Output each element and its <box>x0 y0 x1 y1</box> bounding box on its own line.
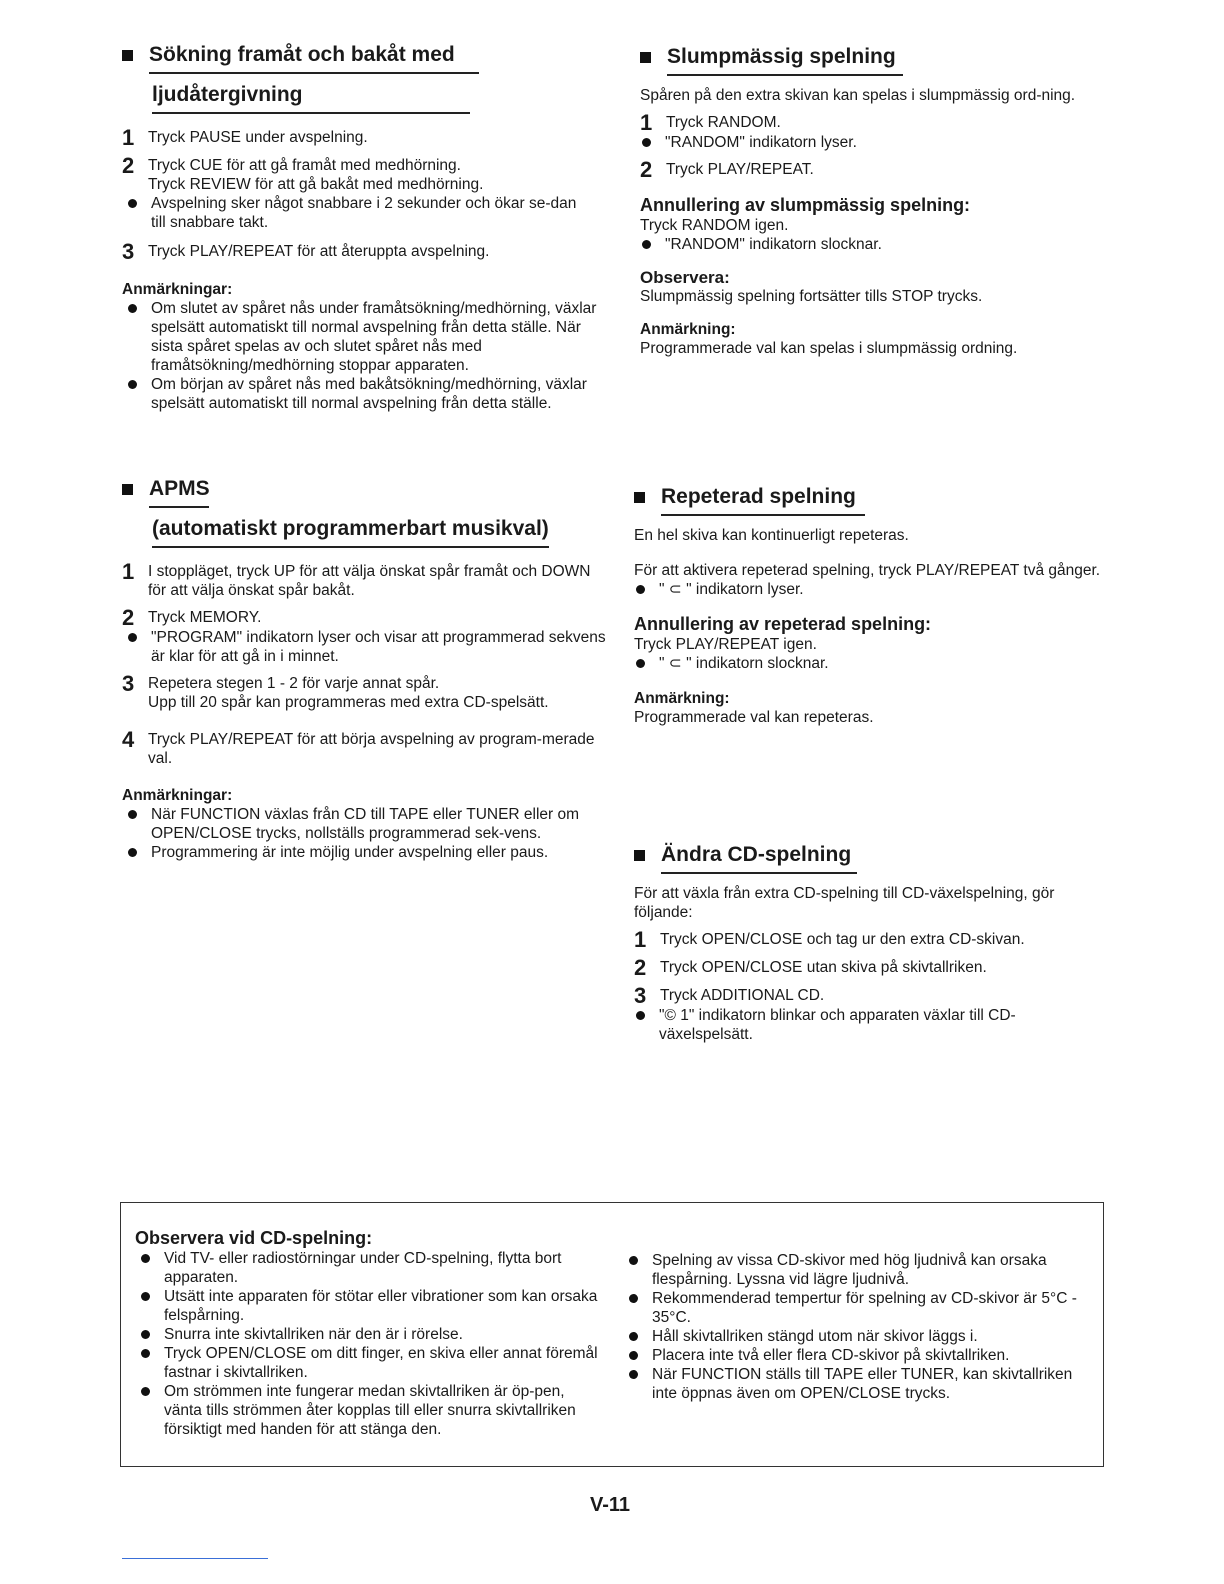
bullet-icon <box>128 633 137 642</box>
list-item: Programmering är inte möjlig under avspelning eller paus. <box>122 843 612 862</box>
subheading: Observera: <box>640 268 730 287</box>
subheading: Anmärkning: <box>634 690 730 707</box>
step-1: 1 Tryck OPEN/CLOSE och tag ur den extra CD-skivan. <box>634 927 1025 952</box>
square-bullet-icon <box>122 484 133 495</box>
bullet-icon <box>629 1351 638 1360</box>
section-title-line1: APMS <box>149 476 209 508</box>
bullet-icon <box>636 1011 645 1020</box>
notes-title: Anmärkningar: <box>122 281 233 298</box>
bullet-icon <box>128 199 137 208</box>
list-item: Rekommenderad tempertur för spelning av CD-skivor är 5°C - 35°C. <box>623 1289 1093 1327</box>
step-4: 4 Tryck PLAY/REPEAT för att börja avspelning av program-merade val. <box>122 727 595 767</box>
list-item: Vid TV- eller radiostörningar under CD-spelning, flytta bort apparaten. <box>135 1249 605 1287</box>
section-title: Slumpmässig spelning <box>640 44 1110 76</box>
section-title: Repeterad spelning <box>634 484 1110 516</box>
step-2: 2 Tryck MEMORY. <box>122 605 262 630</box>
list-item: Placera inte två eller flera CD-skivor på skivtallriken. <box>623 1346 1093 1365</box>
bullet-icon <box>128 380 137 389</box>
section-title <box>122 42 612 74</box>
section-title: Ändra CD-spelning <box>634 842 1110 874</box>
list-item: Om slutet av spåret nås under framåtsökning/medhörning, växlar spelsätt automatiskt till normal avspelning från detta ställe. När sista spåret spelas av och slutet spåret nås med framåtsökning/medhörning stoppar apparaten. <box>122 299 612 375</box>
step-2: 2 Tryck OPEN/CLOSE utan skiva på skivtallriken. <box>634 955 987 980</box>
intro-text: Spåren på den extra skivan kan spelas i slumpmässig ord-ning. <box>640 87 1076 104</box>
section-change: Ändra CD-spelning För att växla från extra CD-spelning till CD-växelspelning, gör följande: 1 Tryck OPEN/CLOSE och tag ur den extra CD-skivan. 2 Tryck OPEN/CLOSE utan skiva på skivtallriken. 3 Tryck ADDITIONAL CD. "© 1" indikatorn blinkar och apparaten växlar till CD-växelspelsätt. <box>634 842 1110 1044</box>
bullet-icon <box>128 810 137 819</box>
square-bullet-icon <box>634 850 645 861</box>
section-search <box>122 42 612 413</box>
section-title-line2: (automatiskt programmerbart musikval) <box>152 516 549 548</box>
section-title-line1: Sökning framåt och bakåt med <box>149 42 479 74</box>
step-2: 2 Tryck CUE för att gå framåt med medhörning. Tryck REVIEW för att gå bakåt med medhörning. <box>122 153 484 193</box>
list-item: Om början av spåret nås med bakåtsökning/medhörning, växlar spelsätt automatiskt till normal avspelning från detta ställe. <box>122 375 612 413</box>
list-item: Utsätt inte apparaten för stötar eller vibrationer som kan orsaka felspårning. <box>135 1287 605 1325</box>
bullet-icon <box>636 585 645 594</box>
list-item: När FUNCTION växlas från CD till TAPE eller TUNER eller om OPEN/CLOSE trycks, nollställs programmerad sek-vens. <box>122 805 612 843</box>
list-item: "© 1" indikatorn blinkar och apparaten växlar till CD-växelspelsätt. <box>634 1006 1110 1044</box>
section-apms <box>122 476 612 862</box>
list-item: Håll skivtallriken stängd utom när skivor läggs i. <box>623 1327 1093 1346</box>
list-item: När FUNCTION ställs till TAPE eller TUNER, kan skivtallriken inte öppnas även om OPEN/CLOSE trycks. <box>623 1365 1093 1403</box>
list-item: Snurra inte skivtallriken när den är i rörelse. <box>135 1325 605 1344</box>
bullet-icon <box>128 848 137 857</box>
section-title <box>122 476 612 508</box>
list-item: " ⊂ " indikatorn lyser. <box>634 580 1110 599</box>
bullet-icon <box>629 1370 638 1379</box>
bullet-icon <box>642 240 651 249</box>
square-bullet-icon <box>634 492 645 503</box>
bullet-icon <box>629 1256 638 1265</box>
bullet-icon <box>128 304 137 313</box>
square-bullet-icon <box>640 52 651 63</box>
box-right-list <box>623 1251 1093 1403</box>
subheading: Annullering av repeterad spelning: <box>634 614 932 634</box>
section-random: Slumpmässig spelning Spåren på den extra skivan kan spelas i slumpmässig ord-ning. 1 Tryck RANDOM. "RANDOM" indikatorn lyser. 2 Tryck PLAY/REPEAT. Annullering av slumpmässig spelning: Tryck RANDOM igen. "RANDOM" indikatorn slocknar. Observera: Slumpmässig spelning fortsätter tills STOP trycks. Anmärkning: Programmerade val kan spelas i slumpmässig ordning. <box>640 44 1110 358</box>
step-3: 3 Tryck ADDITIONAL CD. <box>634 983 825 1008</box>
subheading: Annullering av slumpmässig spelning: <box>640 195 971 215</box>
bullet-icon <box>636 659 645 668</box>
step-1: 1 I stoppläget, tryck UP för att välja önskat spår framåt och DOWN för att välja önskat spår bakåt. <box>122 559 591 599</box>
notes-title: Anmärkningar: <box>122 787 233 804</box>
footer-divider <box>122 1558 268 1559</box>
step-3: 3 Repetera stegen 1 - 2 för varje annat spår. Upp till 20 spår kan programmeras med extra CD-spelsätt. <box>122 671 549 711</box>
list-item: Tryck OPEN/CLOSE om ditt finger, en skiva eller annat föremål fastnar i skivtallriken. <box>135 1344 605 1382</box>
bullet-icon <box>629 1332 638 1341</box>
section-repeat: Repeterad spelning En hel skiva kan kontinuerligt repeteras. För att aktivera repeterad spelning, tryck PLAY/REPEAT två gånger. " ⊂ " indikatorn lyser. Annullering av repeterad spelning: Tryck PLAY/REPEAT igen. " ⊂ " indikatorn slocknar. Anmärkning: Programmerade val kan repeteras. <box>634 484 1110 727</box>
list-item: "PROGRAM" indikatorn lyser och visar att programmerad sekvens är klar för att gå in i minnet. <box>122 628 612 666</box>
bullet-icon <box>141 1330 150 1339</box>
section-title-line2: ljudåtergivning <box>152 82 470 114</box>
step-1: 1 Tryck PAUSE under avspelning. <box>122 125 368 150</box>
list-item: Om strömmen inte fungerar medan skivtallriken är öp-pen, vänta tills strömmen åter kopplas till eller snurra skivtallriken försiktigt med handen för att stänga den. <box>135 1382 605 1439</box>
list-item: "RANDOM" indikatorn slocknar. <box>640 235 1110 254</box>
box-title: Observera vid CD-spelning: <box>135 1228 373 1248</box>
list-item: "RANDOM" indikatorn lyser. <box>640 133 1110 152</box>
bullet-icon <box>141 1254 150 1263</box>
step-2: 2 Tryck PLAY/REPEAT. <box>640 157 814 182</box>
list-item: Avspelning sker något snabbare i 2 sekunder och ökar se-dan till snabbare takt. <box>122 194 612 232</box>
bullet-icon <box>141 1292 150 1301</box>
list-item: Spelning av vissa CD-skivor med hög ljudnivå kan orsaka flespårning. Lyssna vid lägre ljudnivå. <box>623 1251 1093 1289</box>
list-item: " ⊂ " indikatorn slocknar. <box>634 654 1110 673</box>
bullet-icon <box>629 1294 638 1303</box>
step-3: 3 Tryck PLAY/REPEAT för att återuppta avspelning. <box>122 239 490 264</box>
square-bullet-icon <box>122 50 133 61</box>
box-left-list <box>135 1249 605 1439</box>
page-number: V-11 <box>590 1494 631 1516</box>
bullet-icon <box>141 1387 150 1396</box>
bullet-icon <box>642 138 651 147</box>
cd-notice-box <box>120 1202 1104 1467</box>
bullet-icon <box>141 1349 150 1358</box>
step-1: 1 Tryck RANDOM. <box>640 110 781 135</box>
subheading: Anmärkning: <box>640 321 736 338</box>
